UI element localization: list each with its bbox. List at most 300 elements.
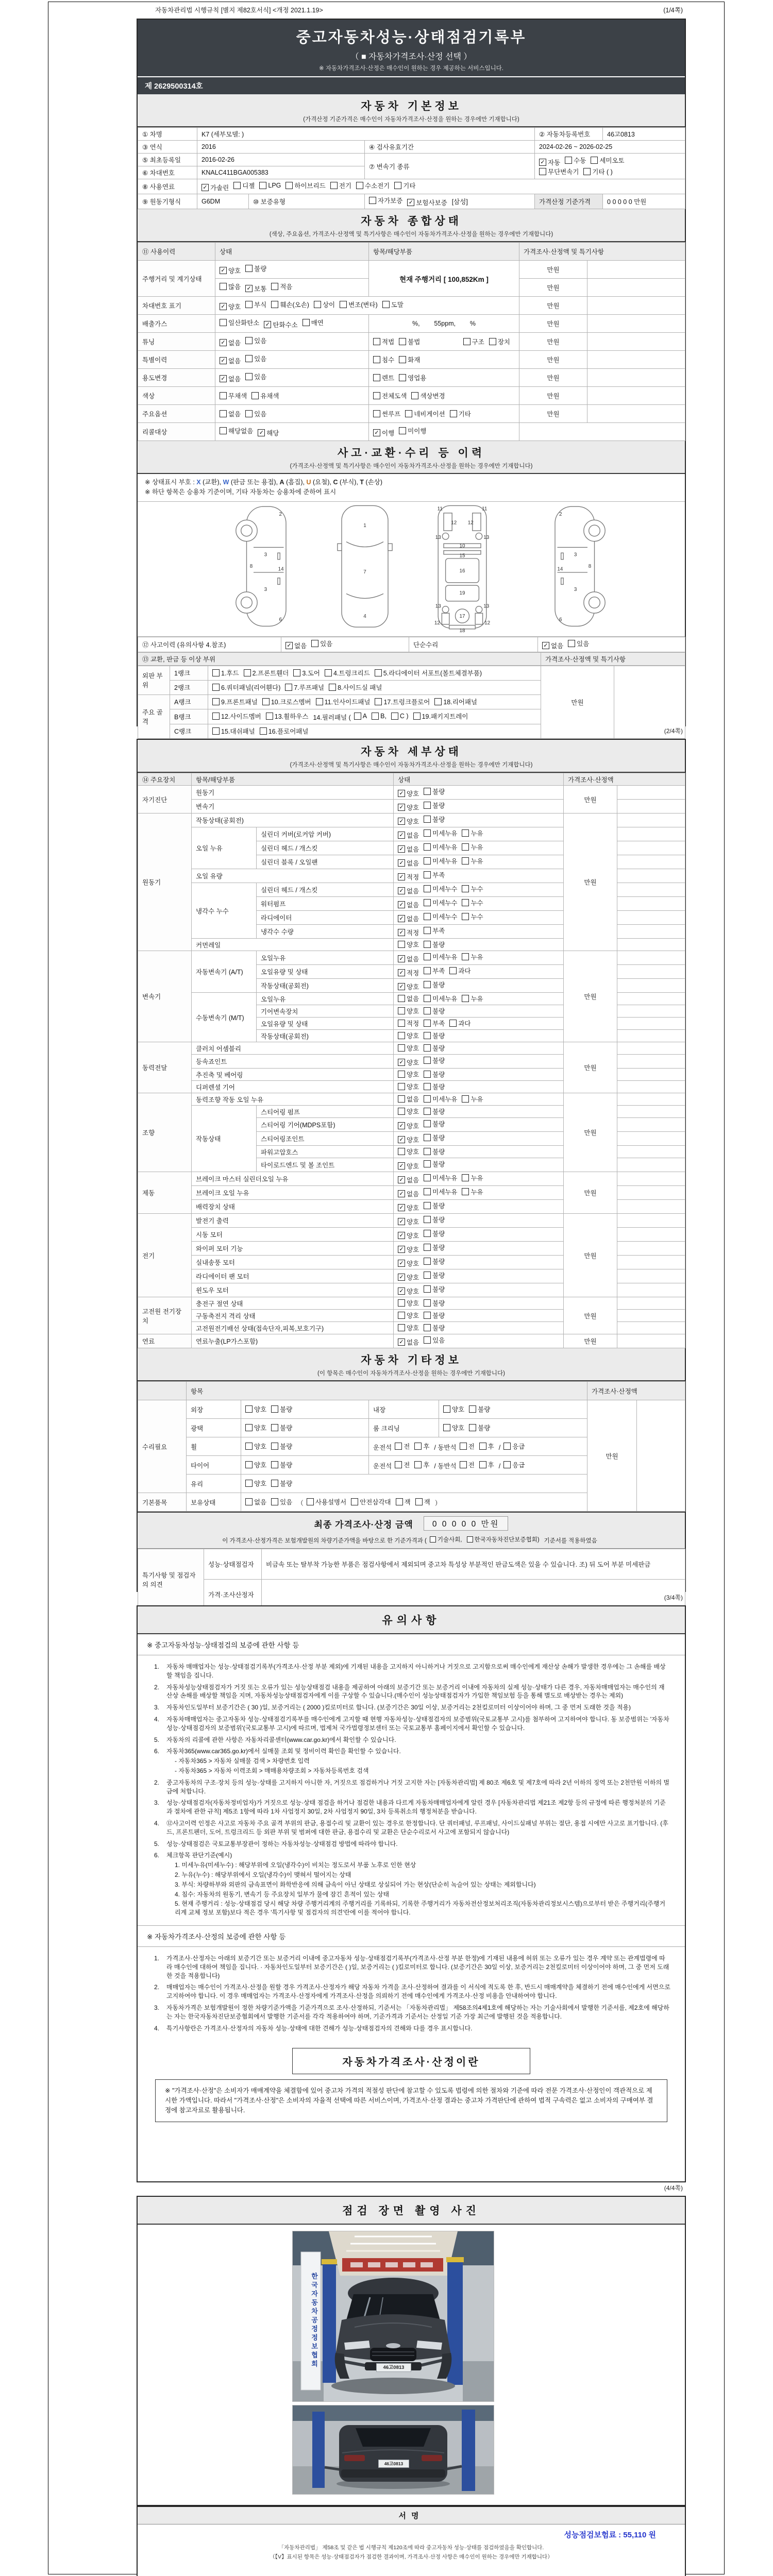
checkbox-checked[interactable] (398, 1337, 419, 1347)
checkbox-unchecked[interactable] (462, 1187, 483, 1196)
empty-box-icon[interactable] (245, 1443, 253, 1450)
empty-box-icon[interactable] (245, 337, 253, 344)
checked-box-icon[interactable]: ✓ (398, 1176, 405, 1183)
checkbox-unchecked[interactable] (539, 167, 579, 176)
empty-box-icon[interactable] (424, 1336, 431, 1344)
checkbox-unchecked[interactable] (399, 337, 420, 346)
checked-box-icon[interactable]: ✓ (398, 873, 405, 880)
checkbox-unchecked[interactable] (369, 196, 402, 205)
checked-box-icon[interactable]: ✓ (398, 887, 405, 894)
empty-box-icon[interactable] (245, 1480, 253, 1487)
empty-box-icon[interactable] (220, 427, 227, 434)
empty-box-icon[interactable] (398, 1299, 405, 1307)
checkbox-unchecked[interactable] (424, 940, 445, 949)
checkbox-unchecked[interactable] (220, 409, 241, 418)
empty-box-icon[interactable] (245, 373, 253, 380)
checkbox-unchecked[interactable] (462, 884, 483, 893)
empty-box-icon[interactable] (424, 899, 431, 906)
checkbox-unchecked[interactable] (424, 1298, 445, 1308)
empty-box-icon[interactable] (398, 1032, 405, 1039)
checkbox-unchecked[interactable] (340, 300, 378, 309)
checked-box-icon[interactable]: ✓ (398, 1059, 405, 1066)
empty-box-icon[interactable] (424, 1202, 431, 1209)
checkbox-unchecked[interactable] (398, 1094, 419, 1104)
checkbox-unchecked[interactable] (424, 1284, 445, 1294)
empty-box-icon[interactable] (271, 1424, 278, 1431)
checkbox-unchecked[interactable] (245, 264, 266, 273)
empty-box-icon[interactable] (245, 1498, 253, 1505)
checkbox-unchecked[interactable] (460, 1442, 475, 1451)
checkbox-unchecked[interactable] (245, 372, 266, 381)
checked-box-icon[interactable]: ✓ (285, 642, 293, 649)
checkbox-checked[interactable] (398, 914, 419, 923)
checkbox-unchecked[interactable] (424, 856, 457, 866)
empty-box-icon[interactable] (424, 953, 431, 960)
checkbox-unchecked[interactable] (568, 639, 589, 648)
checkbox-unchecked[interactable] (391, 713, 409, 720)
empty-box-icon[interactable] (405, 410, 412, 417)
checkbox-unchecked[interactable] (373, 391, 407, 400)
empty-box-icon[interactable] (399, 427, 406, 434)
checkbox-checked[interactable] (398, 1121, 419, 1130)
checkbox-unchecked[interactable] (503, 1460, 525, 1469)
empty-box-icon[interactable] (424, 1134, 431, 1141)
checked-box-icon[interactable]: ✓ (542, 642, 549, 649)
checkbox-unchecked[interactable] (398, 994, 419, 1003)
empty-box-icon[interactable] (271, 301, 278, 308)
checkbox-unchecked[interactable] (424, 994, 457, 1003)
empty-box-icon[interactable] (391, 713, 398, 720)
checked-box-icon[interactable]: ✓ (398, 929, 405, 936)
empty-box-icon[interactable] (489, 338, 496, 345)
empty-box-icon[interactable] (375, 669, 382, 676)
checkbox-unchecked[interactable] (212, 726, 255, 736)
checkbox-unchecked[interactable] (285, 683, 324, 692)
checkbox-unchecked[interactable] (259, 182, 281, 189)
empty-box-icon[interactable] (271, 1443, 278, 1450)
checkbox-checked[interactable] (398, 1203, 419, 1212)
empty-box-icon[interactable] (424, 885, 431, 892)
checkbox-unchecked[interactable] (245, 1442, 266, 1451)
checkbox-unchecked[interactable] (373, 409, 400, 418)
empty-box-icon[interactable] (462, 913, 469, 920)
empty-box-icon[interactable] (395, 1461, 402, 1468)
checkbox-unchecked[interactable] (398, 1082, 419, 1091)
checkbox-unchecked[interactable] (271, 1460, 292, 1469)
empty-box-icon[interactable] (259, 182, 266, 189)
checkbox-unchecked[interactable] (212, 683, 280, 692)
checkbox-checked[interactable] (398, 1175, 419, 1184)
empty-box-icon[interactable] (424, 1299, 431, 1307)
checkbox-unchecked[interactable] (424, 1335, 445, 1345)
checkbox-unchecked[interactable] (398, 1019, 419, 1028)
checkbox-unchecked[interactable] (233, 181, 255, 190)
empty-box-icon[interactable] (271, 1480, 278, 1487)
checkbox-unchecked[interactable] (424, 1229, 445, 1238)
empty-box-icon[interactable] (539, 168, 546, 175)
empty-box-icon[interactable] (462, 885, 469, 892)
checkbox-unchecked[interactable] (372, 713, 386, 720)
checkbox-unchecked[interactable] (354, 713, 367, 720)
checkbox-unchecked[interactable] (424, 828, 457, 838)
checkbox-unchecked[interactable] (424, 898, 457, 907)
empty-box-icon[interactable] (424, 981, 431, 988)
empty-box-icon[interactable] (568, 640, 575, 647)
empty-box-icon[interactable] (503, 1443, 511, 1450)
checkbox-unchecked[interactable] (311, 639, 332, 648)
empty-box-icon[interactable] (443, 1424, 450, 1431)
checkbox-unchecked[interactable] (415, 1497, 430, 1506)
empty-box-icon[interactable] (424, 802, 431, 809)
checked-box-icon[interactable]: ✓ (398, 1287, 405, 1295)
checkbox-unchecked[interactable] (398, 1006, 419, 1015)
checkbox-unchecked[interactable] (424, 1133, 445, 1142)
checkbox-checked[interactable] (220, 356, 241, 365)
checkbox-unchecked[interactable] (414, 1460, 429, 1469)
empty-box-icon[interactable] (424, 1216, 431, 1223)
checkbox-unchecked[interactable] (479, 1460, 494, 1469)
checkbox-unchecked[interactable] (398, 1147, 419, 1156)
checkbox-unchecked[interactable] (262, 697, 311, 706)
empty-box-icon[interactable] (460, 1443, 467, 1450)
checked-box-icon[interactable]: ✓ (398, 955, 405, 962)
checkbox-unchecked[interactable] (424, 1019, 445, 1028)
checked-box-icon[interactable]: ✓ (398, 804, 405, 811)
checkbox-unchecked[interactable] (399, 373, 426, 382)
empty-box-icon[interactable] (424, 829, 431, 837)
checkbox-unchecked[interactable] (398, 1070, 419, 1079)
checkbox-unchecked[interactable] (271, 1423, 292, 1432)
checkbox-unchecked[interactable] (245, 1497, 266, 1506)
empty-box-icon[interactable] (424, 843, 431, 851)
checkbox-unchecked[interactable] (479, 1442, 494, 1451)
checkbox-unchecked[interactable] (424, 926, 445, 935)
empty-box-icon[interactable] (462, 1188, 469, 1195)
empty-box-icon[interactable] (220, 319, 227, 326)
empty-box-icon[interactable] (424, 1032, 431, 1039)
empty-box-icon[interactable] (424, 1057, 431, 1064)
checkbox-unchecked[interactable] (565, 156, 586, 165)
checkbox-unchecked[interactable] (469, 1423, 490, 1432)
checked-box-icon[interactable]: ✓ (398, 859, 405, 867)
checkbox-unchecked[interactable] (212, 697, 258, 706)
checkbox-unchecked[interactable] (398, 1298, 419, 1308)
checkbox-checked[interactable] (285, 641, 307, 650)
empty-box-icon[interactable] (293, 669, 300, 676)
checkbox-unchecked[interactable] (375, 697, 430, 706)
empty-box-icon[interactable] (591, 157, 598, 164)
checked-box-icon[interactable]: ✓ (201, 184, 209, 191)
checkbox-checked[interactable] (398, 982, 419, 991)
checkbox-unchecked[interactable] (489, 337, 510, 346)
empty-box-icon[interactable] (373, 410, 380, 417)
checkbox-unchecked[interactable] (450, 409, 471, 418)
checked-box-icon[interactable]: ✓ (220, 339, 227, 346)
empty-box-icon[interactable] (373, 374, 380, 381)
checkbox-unchecked[interactable] (245, 336, 266, 345)
checked-box-icon[interactable]: ✓ (245, 285, 253, 292)
checkbox-unchecked[interactable] (373, 355, 394, 364)
checkbox-unchecked[interactable] (220, 318, 259, 327)
checkbox-unchecked[interactable] (449, 966, 470, 975)
empty-box-icon[interactable] (424, 1148, 431, 1155)
checkbox-unchecked[interactable] (460, 1460, 475, 1469)
checkbox-unchecked[interactable] (462, 842, 483, 852)
empty-box-icon[interactable] (469, 1424, 476, 1431)
empty-box-icon[interactable] (233, 182, 241, 189)
checkbox-unchecked[interactable] (424, 801, 445, 810)
checkbox-unchecked[interactable] (251, 391, 279, 400)
checkbox-checked[interactable] (398, 900, 419, 909)
checkbox-unchecked[interactable] (285, 181, 325, 190)
checkbox-unchecked[interactable] (424, 912, 457, 921)
empty-box-icon[interactable] (394, 182, 401, 189)
checkbox-unchecked[interactable] (399, 426, 426, 435)
checkbox-unchecked[interactable] (245, 1479, 266, 1488)
checked-box-icon[interactable]: ✓ (264, 321, 271, 328)
empty-box-icon[interactable] (399, 374, 406, 381)
empty-box-icon[interactable] (398, 941, 405, 948)
empty-box-icon[interactable] (462, 829, 469, 837)
checkbox-unchecked[interactable] (462, 1173, 483, 1182)
empty-box-icon[interactable] (424, 927, 431, 934)
checkbox-checked[interactable] (398, 886, 419, 895)
checkbox-unchecked[interactable] (449, 1019, 470, 1028)
checkbox-unchecked[interactable] (424, 1311, 445, 1320)
checkbox-checked[interactable] (398, 1217, 419, 1226)
checkbox-unchecked[interactable] (443, 1404, 464, 1414)
empty-box-icon[interactable] (311, 640, 318, 647)
empty-box-icon[interactable] (462, 899, 469, 906)
checkbox-unchecked[interactable] (307, 1497, 346, 1506)
checkbox-unchecked[interactable] (424, 1006, 445, 1015)
checkbox-unchecked[interactable] (467, 1535, 540, 1544)
empty-box-icon[interactable] (424, 816, 431, 823)
checkbox-unchecked[interactable] (244, 668, 289, 677)
checkbox-checked[interactable] (398, 1189, 419, 1198)
checkbox-unchecked[interactable] (212, 711, 261, 721)
checkbox-unchecked[interactable] (373, 337, 394, 346)
checkbox-unchecked[interactable] (411, 391, 445, 400)
empty-box-icon[interactable] (424, 913, 431, 920)
empty-box-icon[interactable] (424, 995, 431, 1002)
empty-box-icon[interactable] (398, 1083, 405, 1090)
checkbox-unchecked[interactable] (424, 1243, 445, 1252)
empty-box-icon[interactable] (316, 698, 323, 705)
checkbox-checked[interactable] (398, 968, 419, 977)
empty-box-icon[interactable] (262, 698, 270, 705)
empty-box-icon[interactable] (245, 1461, 253, 1468)
empty-box-icon[interactable] (329, 684, 336, 691)
checkbox-checked[interactable] (539, 158, 560, 167)
checkbox-unchecked[interactable] (424, 815, 445, 824)
checkbox-unchecked[interactable] (220, 282, 241, 291)
checkbox-unchecked[interactable] (245, 1423, 266, 1432)
empty-box-icon[interactable] (424, 1272, 431, 1279)
empty-box-icon[interactable] (424, 871, 431, 878)
empty-box-icon[interactable] (443, 1405, 450, 1413)
checkbox-unchecked[interactable] (430, 1535, 462, 1544)
checkbox-unchecked[interactable] (462, 828, 483, 838)
empty-box-icon[interactable] (271, 1461, 278, 1468)
checked-box-icon[interactable]: ✓ (398, 1246, 405, 1253)
checkbox-unchecked[interactable] (462, 898, 483, 907)
empty-box-icon[interactable] (212, 713, 220, 720)
empty-box-icon[interactable] (424, 1120, 431, 1127)
empty-box-icon[interactable] (285, 684, 292, 691)
checkbox-checked[interactable] (398, 1231, 419, 1240)
checked-box-icon[interactable]: ✓ (407, 199, 414, 206)
empty-box-icon[interactable] (398, 1007, 405, 1014)
checkbox-unchecked[interactable] (424, 787, 445, 796)
empty-box-icon[interactable] (463, 338, 470, 345)
checkbox-checked[interactable] (398, 1058, 419, 1067)
empty-box-icon[interactable] (398, 1324, 405, 1331)
empty-box-icon[interactable] (430, 1536, 436, 1543)
empty-box-icon[interactable] (382, 301, 390, 308)
checkbox-unchecked[interactable] (220, 426, 253, 435)
checkbox-checked[interactable] (398, 872, 419, 882)
checkbox-checked[interactable] (542, 641, 563, 650)
checked-box-icon[interactable]: ✓ (373, 429, 380, 436)
empty-box-icon[interactable] (424, 1174, 431, 1181)
empty-box-icon[interactable] (251, 392, 259, 399)
empty-box-icon[interactable] (398, 1108, 405, 1115)
checkbox-unchecked[interactable] (503, 1442, 525, 1451)
checkbox-unchecked[interactable] (424, 952, 457, 961)
empty-box-icon[interactable] (462, 995, 469, 1002)
empty-box-icon[interactable] (479, 1461, 486, 1468)
empty-box-icon[interactable] (467, 1536, 473, 1543)
empty-box-icon[interactable] (340, 301, 347, 308)
checked-box-icon[interactable]: ✓ (398, 1162, 405, 1170)
empty-box-icon[interactable] (245, 1424, 253, 1431)
checkbox-unchecked[interactable] (271, 300, 309, 309)
checkbox-unchecked[interactable] (463, 337, 484, 346)
checkbox-checked[interactable] (220, 266, 241, 275)
empty-box-icon[interactable] (398, 1148, 405, 1155)
checkbox-unchecked[interactable] (443, 1423, 464, 1432)
checkbox-unchecked[interactable] (424, 1147, 445, 1156)
checked-box-icon[interactable]: ✓ (398, 1136, 405, 1143)
checkbox-unchecked[interactable] (424, 1107, 445, 1116)
checked-box-icon[interactable]: ✓ (398, 1232, 405, 1239)
empty-box-icon[interactable] (424, 1108, 431, 1115)
checked-box-icon[interactable]: ✓ (258, 429, 265, 436)
checkbox-unchecked[interactable] (424, 884, 457, 893)
empty-box-icon[interactable] (398, 995, 405, 1002)
checkbox-unchecked[interactable] (314, 300, 335, 309)
empty-box-icon[interactable] (462, 857, 469, 865)
checkbox-unchecked[interactable] (266, 711, 309, 721)
checkbox-unchecked[interactable] (462, 952, 483, 961)
checkbox-unchecked[interactable] (329, 683, 382, 692)
checkbox-checked[interactable] (398, 1259, 419, 1268)
checkbox-unchecked[interactable] (382, 300, 404, 309)
checked-box-icon[interactable]: ✓ (398, 1122, 405, 1129)
checkbox-unchecked[interactable] (398, 1311, 419, 1320)
checkbox-unchecked[interactable] (424, 1270, 445, 1280)
empty-box-icon[interactable] (424, 1312, 431, 1319)
empty-box-icon[interactable] (220, 283, 227, 290)
checkbox-unchecked[interactable] (434, 697, 477, 706)
checkbox-unchecked[interactable] (469, 1404, 490, 1414)
checkbox-checked[interactable] (373, 428, 394, 437)
checked-box-icon[interactable]: ✓ (398, 969, 405, 976)
empty-box-icon[interactable] (424, 1258, 431, 1265)
empty-box-icon[interactable] (369, 197, 376, 204)
empty-box-icon[interactable] (398, 1044, 405, 1052)
checkbox-unchecked[interactable] (424, 1070, 445, 1079)
empty-box-icon[interactable] (398, 1071, 405, 1078)
checked-box-icon[interactable]: ✓ (398, 790, 405, 797)
empty-box-icon[interactable] (398, 1020, 405, 1027)
checkbox-checked[interactable] (398, 844, 419, 854)
empty-box-icon[interactable] (424, 788, 431, 795)
empty-box-icon[interactable] (244, 669, 251, 676)
checkbox-unchecked[interactable] (356, 181, 390, 190)
checkbox-unchecked[interactable] (398, 1323, 419, 1332)
checkbox-checked[interactable] (220, 338, 241, 347)
checkbox-checked[interactable] (398, 954, 419, 963)
empty-box-icon[interactable] (245, 1405, 253, 1413)
checked-box-icon[interactable]: ✓ (398, 832, 405, 839)
empty-box-icon[interactable] (424, 1230, 431, 1237)
checkbox-unchecked[interactable] (395, 1442, 410, 1451)
empty-box-icon[interactable] (479, 1443, 486, 1450)
checkbox-checked[interactable] (398, 1286, 419, 1296)
checkbox-unchecked[interactable] (424, 1119, 445, 1128)
checked-box-icon[interactable]: ✓ (398, 983, 405, 990)
empty-box-icon[interactable] (424, 1044, 431, 1052)
checkbox-unchecked[interactable] (462, 994, 483, 1003)
checkbox-checked[interactable] (398, 1245, 419, 1254)
checked-box-icon[interactable]: ✓ (398, 1204, 405, 1211)
empty-box-icon[interactable] (220, 410, 227, 417)
empty-box-icon[interactable] (325, 669, 332, 676)
checkbox-unchecked[interactable] (399, 355, 420, 364)
empty-box-icon[interactable] (212, 698, 220, 705)
checkbox-unchecked[interactable] (424, 1201, 445, 1210)
empty-box-icon[interactable] (424, 1020, 431, 1027)
checkbox-unchecked[interactable] (424, 1257, 445, 1266)
checkbox-unchecked[interactable] (394, 181, 415, 190)
checkbox-unchecked[interactable] (424, 966, 445, 975)
empty-box-icon[interactable] (373, 338, 380, 345)
empty-box-icon[interactable] (245, 301, 253, 308)
checkbox-unchecked[interactable] (398, 1107, 419, 1116)
checkbox-unchecked[interactable] (591, 156, 624, 165)
checkbox-checked[interactable] (398, 1135, 419, 1144)
checkbox-unchecked[interactable] (414, 1442, 429, 1451)
empty-box-icon[interactable] (395, 1443, 402, 1450)
empty-box-icon[interactable] (414, 1443, 422, 1450)
empty-box-icon[interactable] (314, 301, 321, 308)
empty-box-icon[interactable] (462, 1095, 469, 1103)
checkbox-unchecked[interactable] (395, 1460, 410, 1469)
empty-box-icon[interactable] (462, 843, 469, 851)
checkbox-unchecked[interactable] (245, 354, 266, 363)
checkbox-unchecked[interactable] (212, 668, 239, 677)
checkbox-unchecked[interactable] (462, 912, 483, 921)
checkbox-unchecked[interactable] (398, 1031, 419, 1040)
checkbox-checked[interactable] (264, 320, 297, 329)
empty-box-icon[interactable] (462, 1174, 469, 1181)
checkbox-unchecked[interactable] (396, 1497, 411, 1506)
empty-box-icon[interactable] (245, 410, 253, 417)
checked-box-icon[interactable]: ✓ (398, 1260, 405, 1267)
empty-box-icon[interactable] (271, 283, 278, 290)
